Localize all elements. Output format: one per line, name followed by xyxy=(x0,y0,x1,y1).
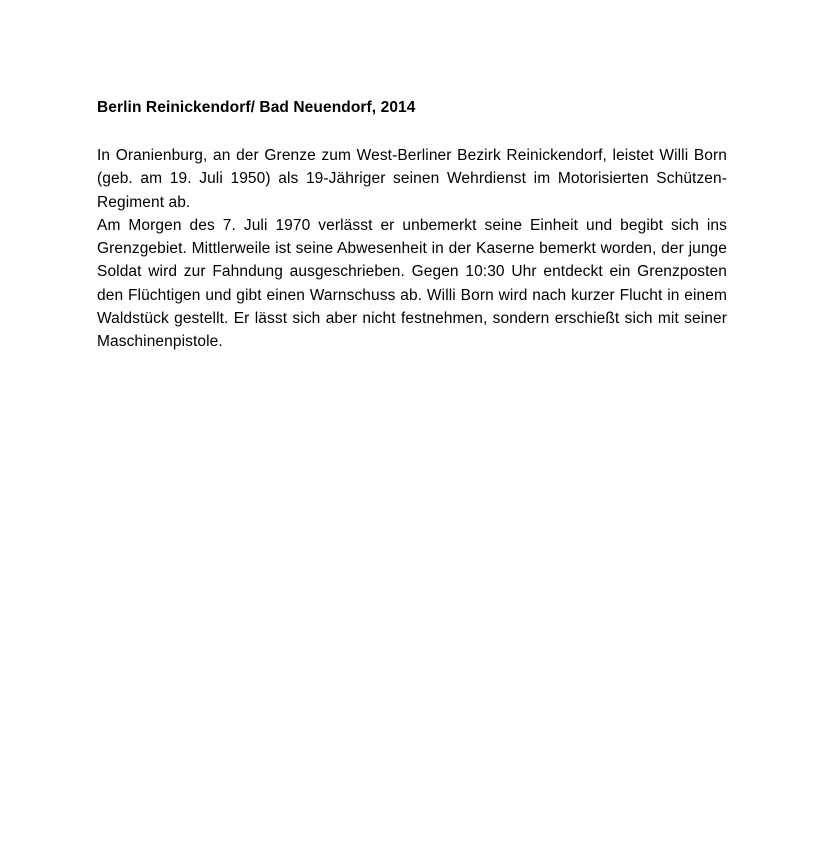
title-spacer xyxy=(97,119,727,144)
document-content xyxy=(97,96,727,354)
paragraph-incident: Am Morgen des 7. Juli 1970 verlässt er unbemerkt seine Einheit und begibt sich ins Grenzgebiet. Mittlerweile ist seine Abwesenheit in der Kaserne bemerkt worden, der junge Soldat wird zur Fahndung ausgeschrieben. Gegen 10:30 Uhr entdeckt ein Grenzposten den Flüchtigen und gibt einen Warnschuss ab. Willi Born wird nach kurzer Flucht in einem Waldstück gestellt. Er lässt sich aber nicht festnehmen, sondern erschießt sich mit seiner Maschinenpistole. xyxy=(97,216,727,351)
document-title: Berlin Reinickendorf/ Bad Neuendorf, 2014 xyxy=(97,99,416,116)
paragraph-biography: In Oranienburg, an der Grenze zum West-Berliner Bezirk Reinickendorf, leistet Willi Born (geb. am 19. Juli 1950) als 19-Jähriger seinen Wehrdienst im Motorisierten Schützen-Regiment ab. xyxy=(97,147,727,211)
